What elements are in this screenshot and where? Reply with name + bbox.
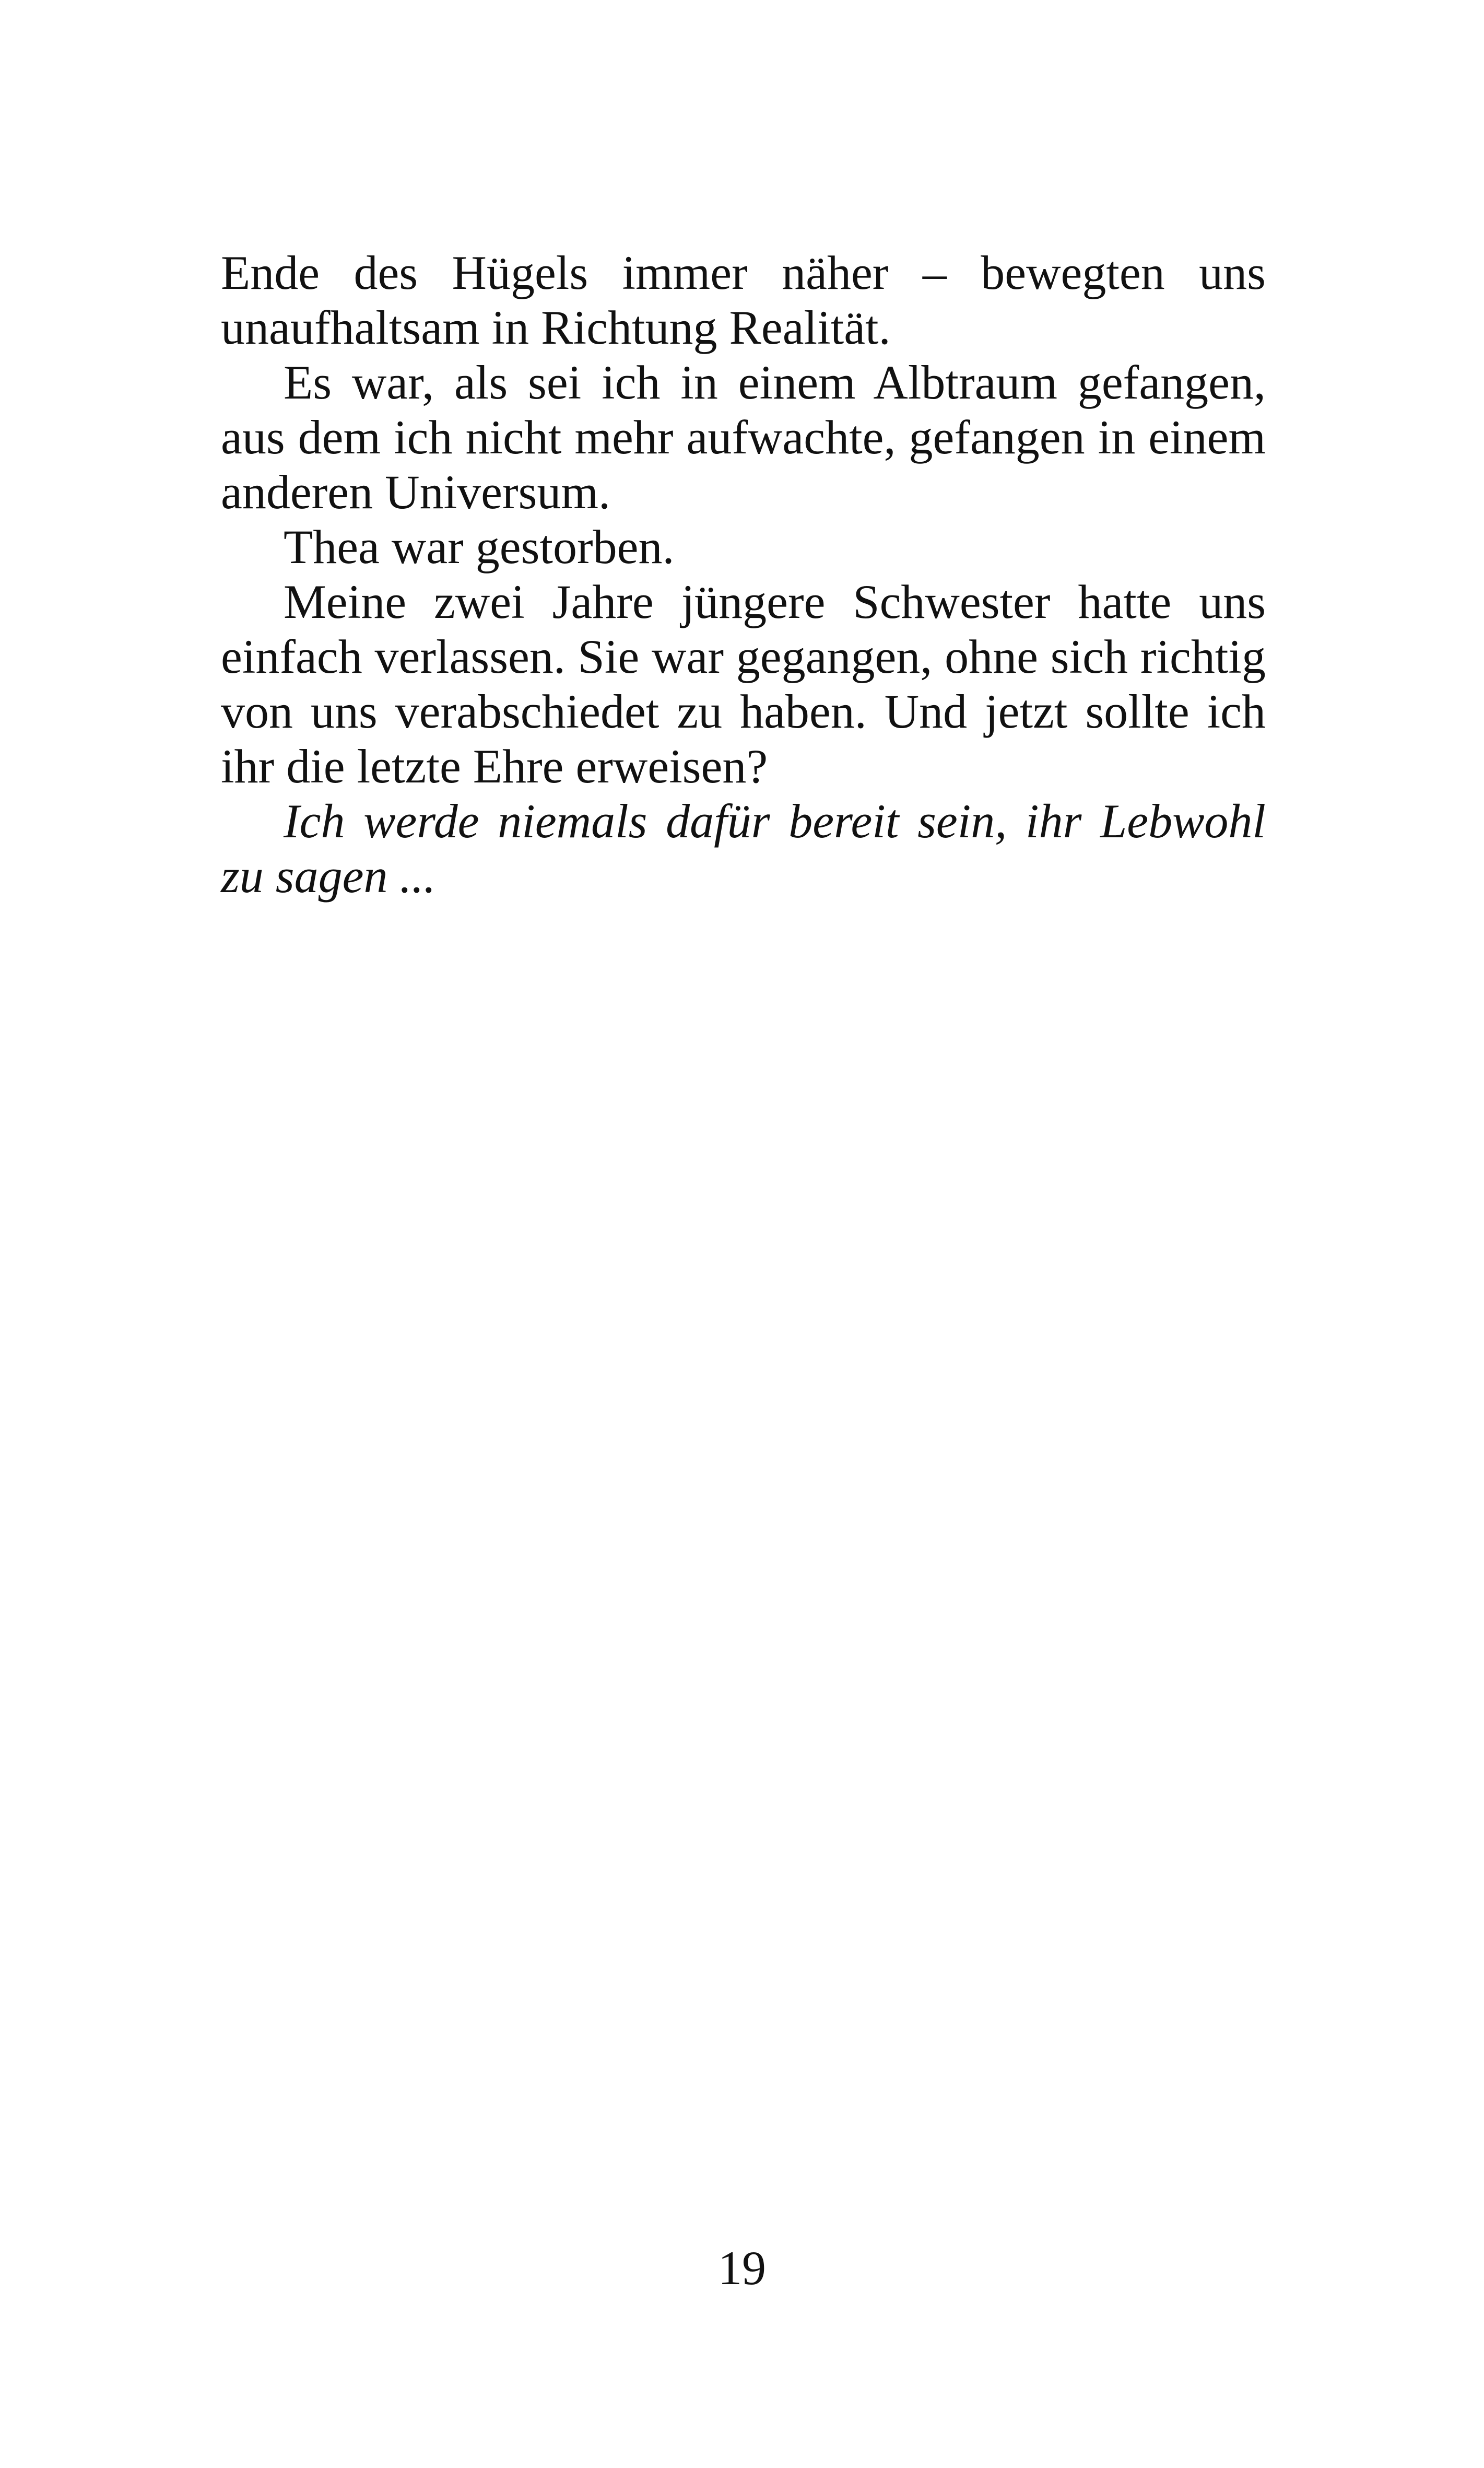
body-text [221,245,1266,904]
paragraph-thea-died: Thea war gestorben. [284,520,675,574]
page-number: 19 [718,2241,766,2295]
paragraph-sister: Meine zwei Jahre jüngere Schwester hatte uns einfach verlassen. Sie war gegangen, ohne sich richtig von uns verabschiedet zu haben. Und jetzt sollte ich ihr die letzte Ehre erweisen? [221,575,1266,793]
paragraph-farewell-thought: Ich werde niemals dafür bereit sein, ihr Lebwohl zu sagen ... [221,794,1266,903]
paragraph-nightmare: Es war, als sei ich in einem Albtraum gefangen, aus dem ich nicht mehr aufwachte, gefangen in einem anderen Universum. [221,356,1266,519]
paragraph-continuation: Ende des Hügels immer näher – bewegten uns unaufhaltsam in Richtung Realität. [221,246,1266,354]
